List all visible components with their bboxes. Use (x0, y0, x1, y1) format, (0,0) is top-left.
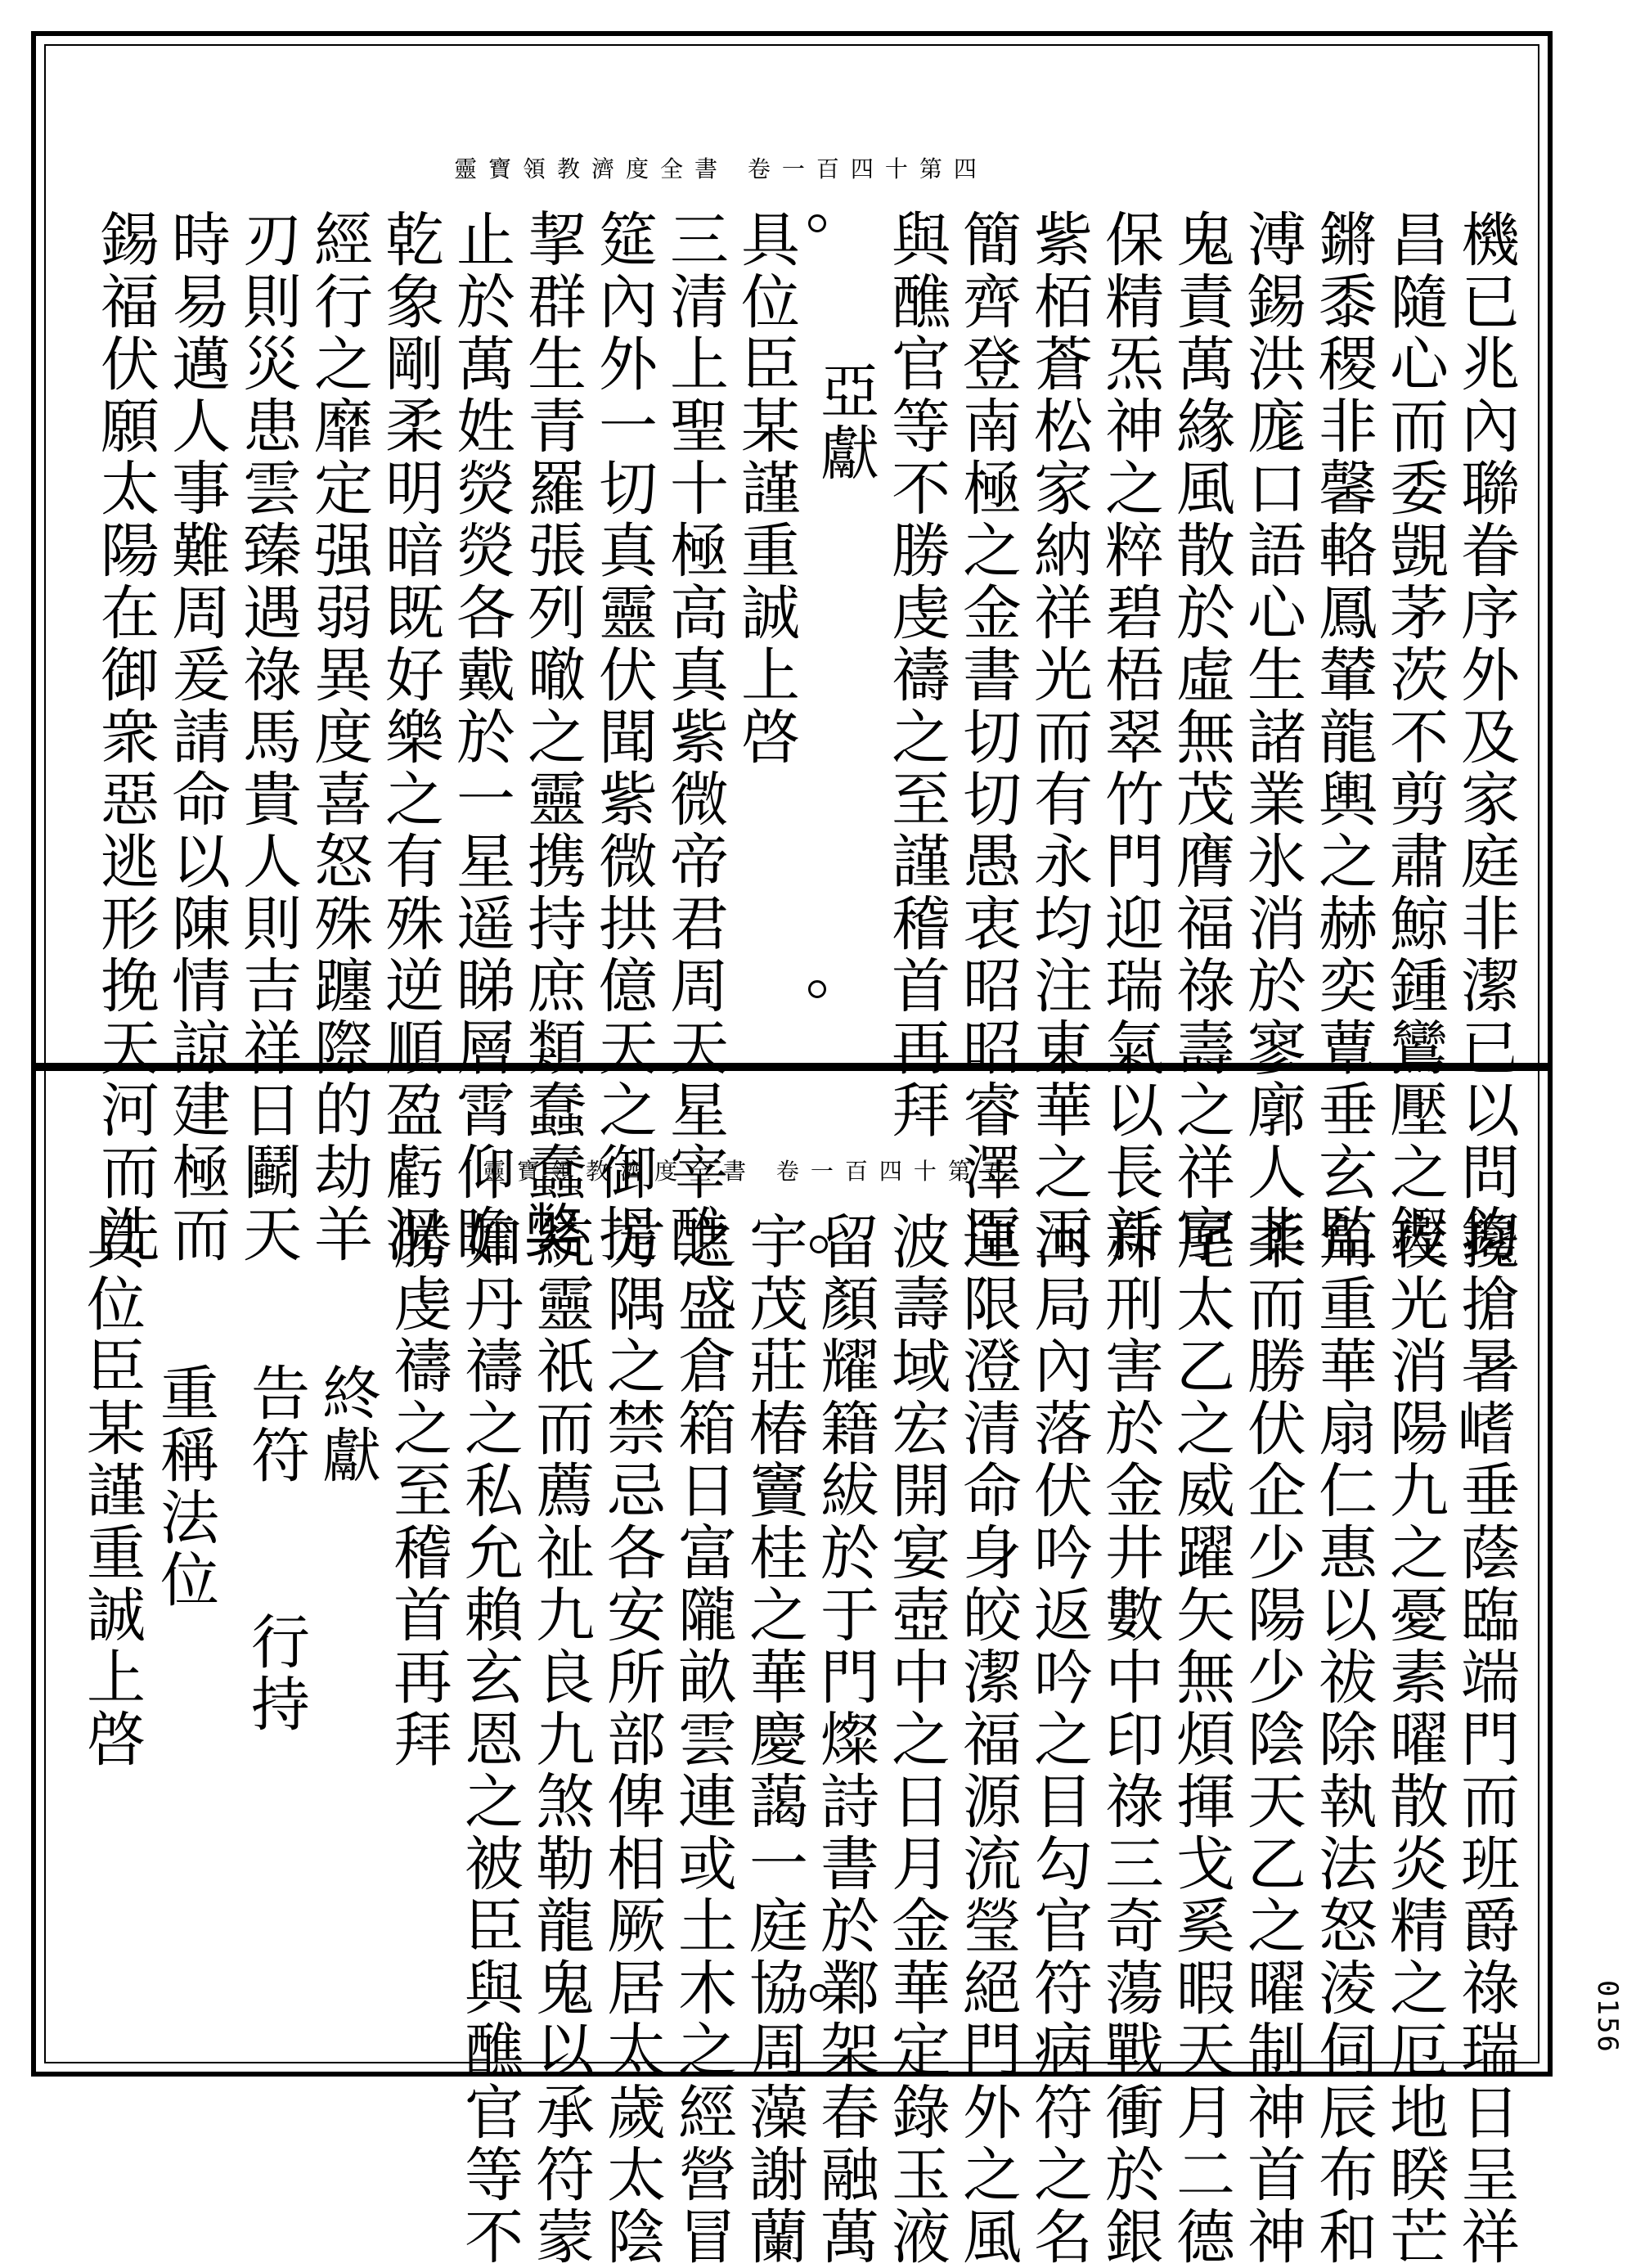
bottom-column-19: 重稱法位 (151, 1362, 219, 1611)
bottom-column-16: 勝虔禱之至稽首再拜 (384, 1211, 452, 1771)
bottom-column-6: 斥刑害於金井數中印祿三奇蕩戰衝於銀 (1095, 1211, 1164, 2268)
bottom-column-13: 方隅之禁忌各安所部俾相厥居太歲太陰 (597, 1211, 666, 2268)
circle-mark (810, 1984, 828, 2002)
top-column-14: 挈群生青羅張列㬚之靈携持庶類蠢蠢𡚁 (518, 209, 587, 1266)
bottom-column-20: 具位臣某謹重誠上啓 (77, 1211, 146, 1771)
circle-mark (810, 1235, 828, 1253)
page-number: 0156 (1591, 1980, 1624, 2054)
bottom-column-7: 河局內落伏吟返吟之目勾官符病符之名 (1024, 1211, 1093, 2268)
top-column-7: 紫栢蒼松家納祥光而有永均注東華之玉 (1024, 209, 1093, 1266)
bottom-column-17: 終獻 (312, 1362, 381, 1487)
top-column-9: 與醮官等不勝虔禱之至謹稽首再拜 (882, 209, 951, 1141)
circle-mark (808, 214, 826, 232)
top-column-20: 錫福伏願太陽在御衆惡逃形挽天河而洗 (91, 209, 160, 1266)
top-column-16: 乾象剛柔明暗既好樂之有殊逆順盈虧況 (375, 209, 444, 1266)
top-column-17: 經行之靡定强弱異度喜怒殊躔際的劫羊 (304, 209, 373, 1266)
top-column-13: 筵內外一切真靈伏聞紫微拱億天之御提 (589, 209, 658, 1266)
top-column-1: 機已兆內聯眷序外及家庭非潔已以問鈞 (1451, 209, 1520, 1266)
top-panel-header: 靈寶領教濟度全書 卷一百四十第四 (454, 155, 988, 182)
top-column-11: 具位臣某謹重誠上啓 (731, 209, 800, 768)
top-column-12: 三清上聖十極高真紫微帝君周天星宰醮 (660, 209, 729, 1266)
bottom-column-4: 柔而勝伏企少陽少陰天乙之曜制神首神 (1238, 1211, 1306, 2268)
bottom-column-2: 夜光消陽九之憂素曜散炎精之厄地睽芒 (1380, 1211, 1449, 2268)
bottom-column-14: 統靈祇而薦祉九良九煞勒龍鬼以承符蒙 (526, 1211, 595, 2268)
bottom-column-10: 留顏耀籍紱於于門燦詩書於鄴架春融萬 (811, 1211, 879, 2268)
bottom-column-15: 如丹禱之私允賴玄恩之被臣與醮官等不 (455, 1211, 524, 2268)
top-column-8: 簡齊登南極之金書切切愚衷昭昭睿澤臣 (953, 209, 1022, 1266)
top-column-6: 保精炁神之粹碧梧翠竹門迎瑞氣以長新 (1095, 209, 1164, 1266)
top-column-5: 鬼責萬緣風散於虛無茂膺福祿壽之祥𡨴 (1166, 209, 1235, 1266)
top-column-10: 亞獻 (811, 360, 879, 484)
bottom-column-5: 尾太乙之威躍矢無煩揮戈奚暇天月二德 (1166, 1211, 1235, 2268)
bottom-panel-header: 靈寶領教濟度全書 卷一百四十第五 (483, 1158, 1017, 1185)
bottom-column-18: 告符 行持 (241, 1362, 310, 1735)
top-column-15: 止於萬姓熒熒各戴於一星遥睇層霄仰瞻 (447, 209, 515, 1266)
bottom-column-11: 宇茂莊椿竇桂之華慶藹一庭協周藻謝蘭 (739, 1211, 808, 2268)
bottom-column-9: 波壽域宏開宴壺中之日月金華定錄玉液 (882, 1211, 951, 2268)
bottom-column-8: 運限澄清命身皎潔福源流瑩絕門外之風 (953, 1211, 1022, 2268)
top-column-19: 時易邁人事難周爰請命以陳情諒建極而 (162, 209, 231, 1266)
top-column-18: 刃則災患雲臻遇祿馬貴人則吉祥日鬬天 (233, 209, 302, 1266)
top-column-3: 鏘黍稷非馨輅鳳輦龍輿之赫奕蕈垂玄監 (1309, 209, 1378, 1266)
top-column-2: 昌隨心而委覬茅茨不剪肅鯨鍾鸞壓之鏗 (1380, 209, 1449, 1266)
circle-mark (808, 980, 826, 998)
bottom-column-12: 之盛倉箱日富隴畝雲連或土木之經營冒 (668, 1211, 737, 2268)
bottom-column-1: 攙搶暑𡺸垂蔭臨端門而班爵祿瑞日呈祥 (1451, 1211, 1520, 2268)
top-column-4: 溥錫洪庬口語心生諸業氷消於寥廓人非 (1238, 209, 1306, 1266)
bottom-column-3: 角重華扇仁惠以祓除執法怒淩伺辰布和 (1309, 1211, 1378, 2268)
